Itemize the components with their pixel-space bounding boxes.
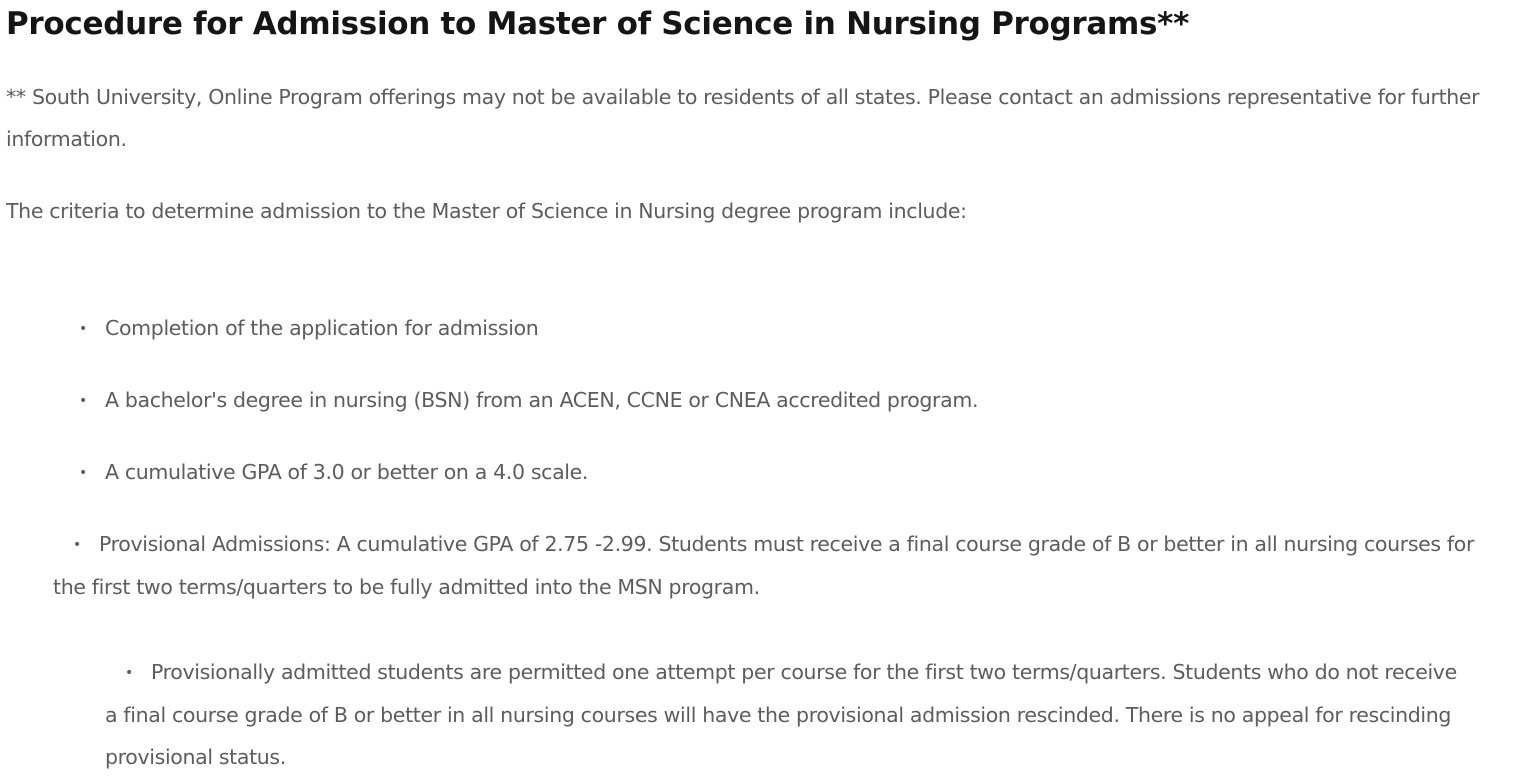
list-item-text: Completion of the application for admission [105,316,539,340]
bullet-icon: • [79,393,87,409]
availability-note: ** South University, Online Program offerings may not be available to residents of all states. Please contact an admissions representative for further information. [6,85,1480,151]
list-item [59,307,538,350]
bullet-icon: • [125,665,133,681]
page-title: Procedure for Admission to Master of Science in Nursing Programs** [6,6,1189,42]
sub-list-item-text: Provisionally admitted students are permitted one attempt per course for the first two terms/quarters. Students who do not receive a final course grade of B or better in all nursing courses will have the provisional admission rescinded. There is no appeal for rescinding provisional status. [105,660,1457,769]
list-item [53,523,1508,608]
list-item [59,451,588,494]
list-item [59,379,978,422]
list-item-text: A cumulative GPA of 3.0 or better on a 4.0 scale. [105,460,589,484]
criteria-intro: The criteria to determine admission to the Master of Science in Nursing degree program include: [6,199,967,223]
list-item-text: Provisional Admissions: A cumulative GPA of 2.75 -2.99. Students must receive a final course grade of B or better in all nursing courses for the first two terms/quarters to be fully admitted into the MSN program. [53,532,1475,599]
bullet-icon: • [79,321,87,337]
bullet-icon: • [79,465,87,481]
list-item-text: A bachelor's degree in nursing (BSN) from an ACEN, CCNE or CNEA accredited program. [105,388,979,412]
bullet-icon: • [73,537,81,553]
sub-list-item [105,651,1465,778]
